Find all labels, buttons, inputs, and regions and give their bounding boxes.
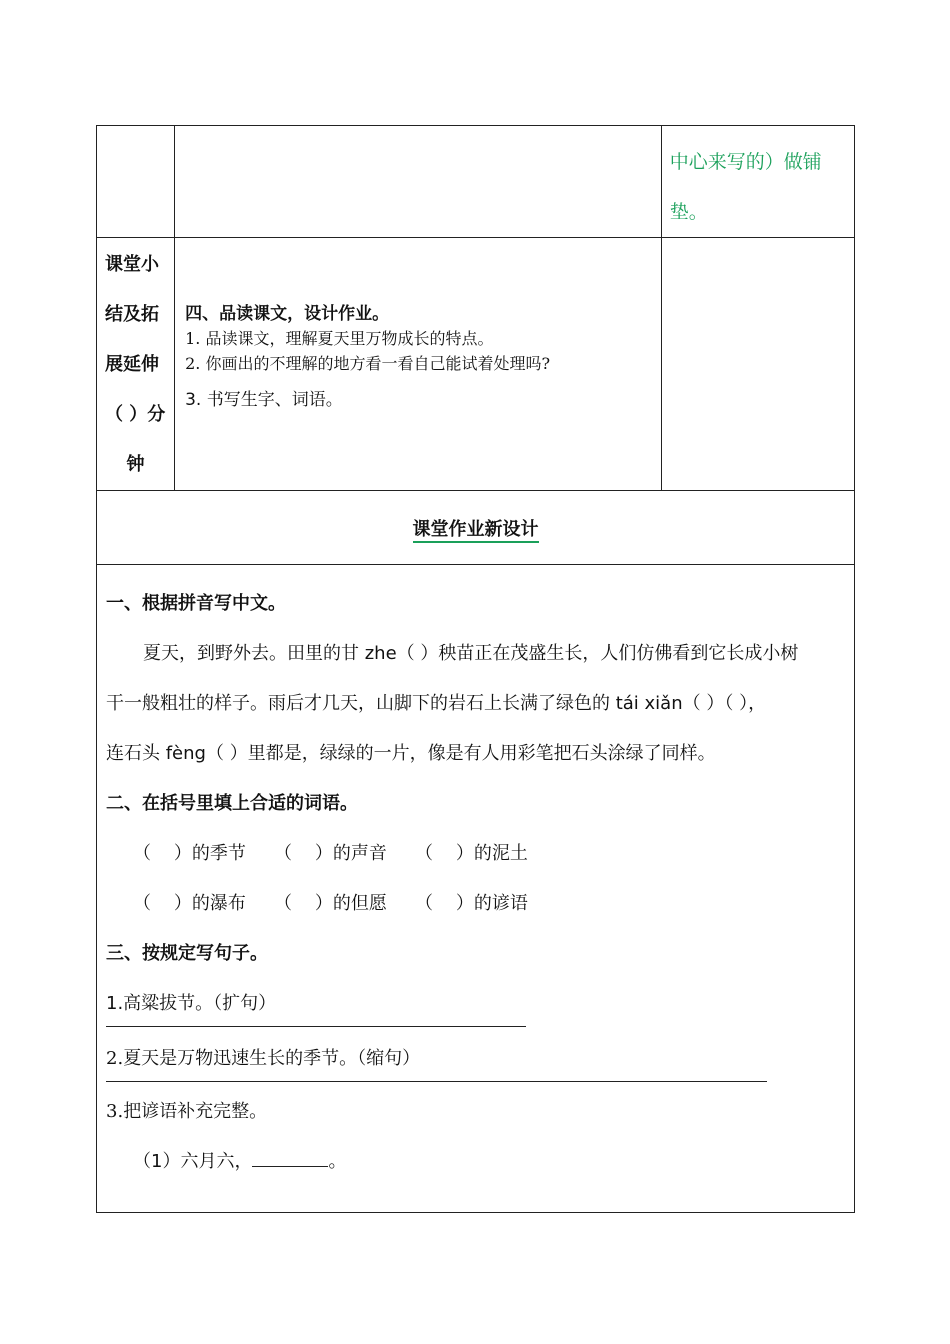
word-fill-item: （ ）的但愿 [274,893,387,914]
stage-label-line: 结及拓 [105,304,159,325]
stage-label-cell [97,238,175,491]
table-row [97,238,855,491]
proverb-fill [106,1137,854,1187]
exercise-line: 夏天，到野外去。田里的甘 zhe（ ）秧苗正在茂盛生长，人们仿佛看到它长成小树 [143,643,799,664]
activity-item: 1. 品读课文，理解夏天里万物成长的特点。 [185,329,494,348]
activity-item: 3. 书写生字、词语。 [185,390,343,410]
activity-heading: 四、品读课文，设计作业。 [185,304,390,324]
table-row [97,126,855,238]
stage-label-line: 课堂小 [105,254,159,275]
stage-label [97,238,174,490]
sentence-question [106,1087,854,1137]
empty-cell [175,126,662,238]
section-heading: 三、按规定写句子。 [106,943,268,964]
table-row [97,491,855,565]
question-number: 3. [106,1101,124,1122]
proverb-start: （1）六月六， [133,1151,253,1172]
stage-label-line: 钟 [126,454,145,475]
activity-content [175,238,661,413]
design-note-line: 垫。 [669,201,708,223]
fill-blank [252,1152,328,1167]
question-number: 2. [106,1048,124,1069]
proverb-end: 。 [328,1151,347,1172]
exercise-line: 连石头 fèng（ ）里都是，绿绿的一片，像是有人用彩笔把石头涂绿了同样。 [106,743,716,764]
design-note-line: 中心来写的）做铺 [669,151,822,173]
table-row [97,565,855,1213]
homework-title [97,491,854,541]
section-heading: 一、根据拼音写中文。 [106,593,286,614]
activity-item: 2. 你画出的不理解的地方看一看自己能试着处理吗? [185,354,551,373]
empty-cell [97,126,175,238]
word-fill-item: （ ）的瀑布 [133,893,246,914]
question-text: 夏天是万物迅速生长的季节。（缩句） [123,1048,421,1069]
question-text: 把谚语补充完整。 [123,1101,268,1122]
word-fill-row [106,879,854,929]
word-fill-item: （ ）的谚语 [415,893,528,914]
sentence-question: 1.高粱拔节。（扩句） [106,993,277,1014]
design-note [662,126,854,237]
activity-cell [175,238,662,491]
note-cell [661,126,854,238]
stage-label-line: 展延伸 [105,354,159,375]
exercise-line: 干一般粗壮的样子。雨后才几天，山脚下的岩石上长满了绿色的 tái xiǎn（ ）（ ）， [106,693,767,714]
homework-content [97,565,854,1187]
word-fill-item: （ ）的泥土 [415,843,528,864]
homework-title-text: 课堂作业新设计 [413,519,539,543]
sentence-question [106,1034,854,1084]
lesson-plan-table [96,125,855,1213]
section-heading: 二、在括号里填上合适的词语。 [106,793,358,814]
homework-cell [97,565,855,1213]
stage-label-line: （ ）分 [105,404,166,425]
word-fill-row [106,829,854,879]
empty-cell [661,238,854,491]
word-fill-item: （ ）的声音 [274,843,387,864]
homework-title-cell [97,491,855,565]
word-fill-item: （ ）的季节 [133,843,246,864]
